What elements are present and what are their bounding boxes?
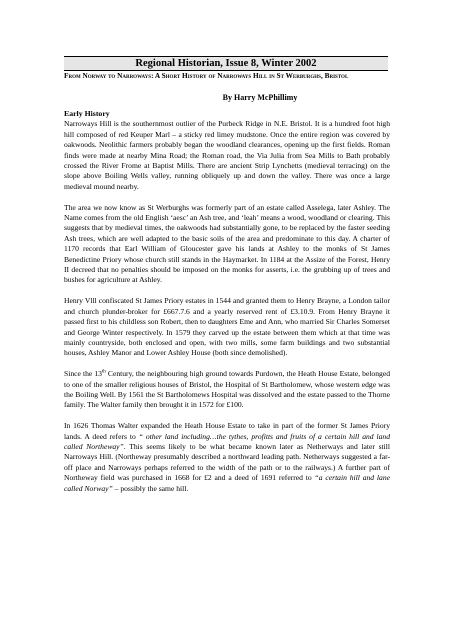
- ordinal-suffix: th: [101, 369, 106, 375]
- article-subtitle: From Norway to Narroways: A Short History of Narroways Hill in St Werburghs, Bristol: [64, 71, 349, 80]
- section-heading: Early History: [64, 109, 110, 118]
- paragraph-5-b: . This seems likely to be what became known later as Netherways and later still Narroways Hill. (Northeway presumably described a northward leading path. Netherways suggested a far-off place and Narroways perhaps referred to the width of the path or to the railways.) A further part of Northeway field was purchased in 1668 for £2 and a deed of 1691 referred to: [64, 441, 390, 483]
- paragraph-3: Henry Vlll confiscated St James Priory estates in 1544 and granted them to Henry Brayne, a London tailor and church plunder-broker for £667.7.6 and a yearly reserved rent of £3.10.9. From Henry Brayne it passed first to his childless son Robert, then to daughters Eme and Ann, who married Sir Charles Somerset and George Winter respectively. In 1579 they carved up the estate between them which at that time was mainly countryside, both enclosed and open, with two mills, some farm buildings and two substantial houses, Ashley Manor and Lower Ashley House (both since demolished).: [64, 296, 390, 358]
- paragraph-5: [64, 421, 390, 494]
- paragraph-4: [64, 369, 390, 411]
- paragraph-5-c: – possibly the same hill.: [112, 483, 189, 493]
- masthead-title: Regional Historian, Issue 8, Winter 2002: [64, 56, 388, 71]
- article-body: [64, 109, 390, 494]
- deed-quote-2: “a certain hill and lane called Norway”: [64, 473, 390, 493]
- paragraph-1: Narroways Hill is the southernmost outlier of the Purbeck Ridge in N.E. Bristol. It is a hundred foot high hill composed of red Keuper Marl – a sticky red limey mudstone. Once the entire region was covered by oakwoods. Neolithic farmers probably began the woodland clearances, opening up the first fields. Roman finds were made at nearby Mina Road; the Roman road, the Via Julia from Sea Mills to Bath probably crossed the River Frome at Baptist Mills. There are ancient Strip Lynchetts (medieval terracing) on the slope above Boiling Wells valley, running obliquely up and down the valley. There was once a large medieval mound nearby.: [64, 119, 390, 191]
- paragraph-4-rest: Century, the neighbouring high ground towards Purdown, the Heath House Estate, belonged to one of the smaller religious houses of Bristol, the Hospital of St Bartholomew, whose western edge was the Boiling Well. By 1561 the St Bartholomews Hospital was dissolved and the estate passed to the Thorne family. The Walter family then brought it in 1572 for £100.: [64, 369, 390, 410]
- paragraph-5-a: In 1626 Thomas Walter expanded the Heath House Estate to take in part of the former St James Priory lands. A deed refers to: [64, 421, 390, 441]
- paragraph-2: The area we now know as St Werburghs was formerly part of an estate called Asselega, later Ashley. The Name comes from the old English ‘aesc’ an Ash tree, and ‘leah’ means a wood, woodland or clearing. This suggests that by medieval times, the oakwoods had substantially gone, to be replaced by the faster seeding Ash trees, which are well adapted to the basic soils of the area and predominate to this day. A charter of 1170 records that Earl William of Gloucester gave his lands at Ashley to the monks of St James Benedictine Priory whose church still stands in the Haymarket. In 1184 at the Assize of the Forest, Henry II decreed that no penalties should be imposed on the monks for asserts, i.e. the grubbing up of trees and bushes for agriculture at Ashley.: [64, 202, 390, 285]
- paragraph-4-start: Since the 13: [64, 369, 102, 379]
- deed-quote-1: “ other land including…the tythes, profitts and fruits of a certain hill and land called Northeway”: [64, 431, 391, 451]
- article-author: By Harry McPhillimy: [222, 93, 298, 102]
